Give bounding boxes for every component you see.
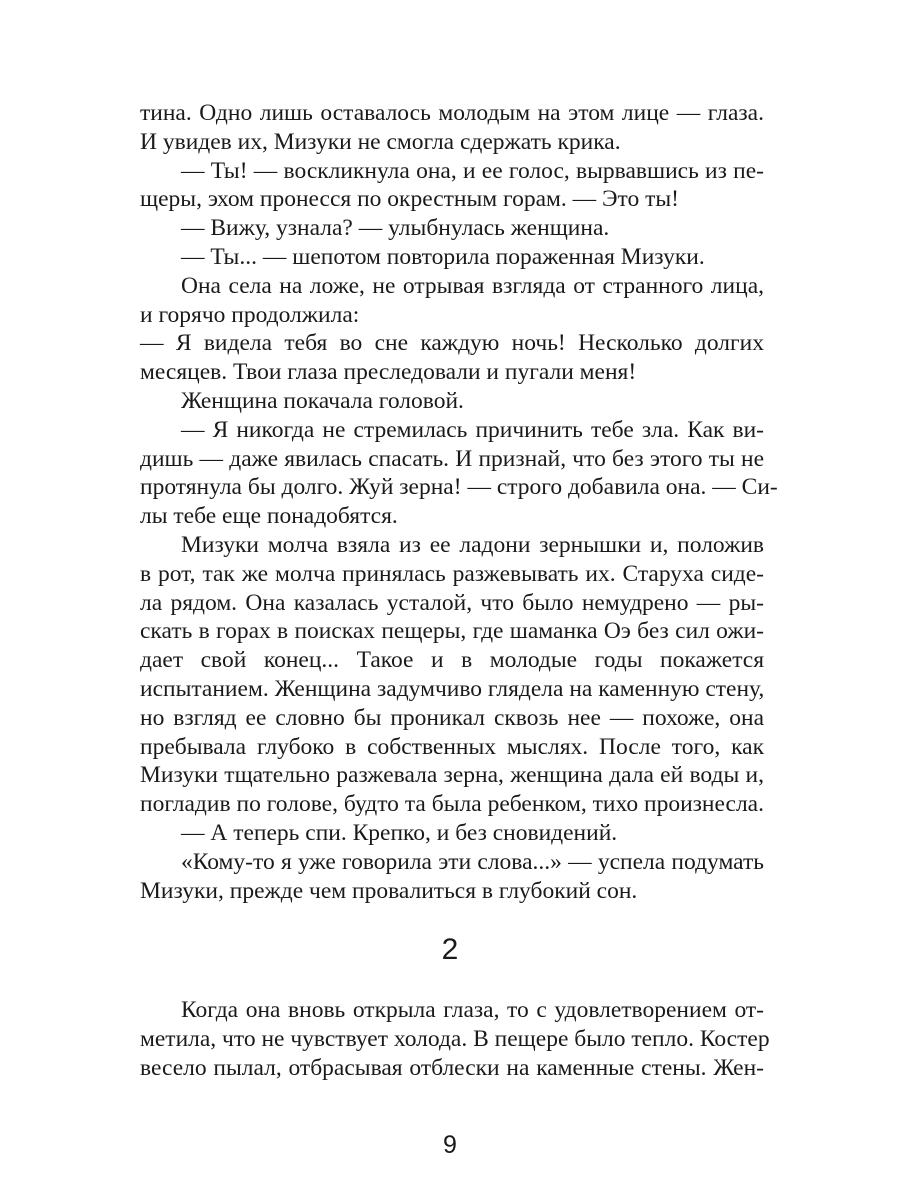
text-line: — Ты... — шепотом повторила пораженная Мизуки.: [181, 243, 705, 270]
text-line: дает свой конец... Такое и в молодые годы покажется: [140, 647, 764, 674]
text-line: — Я видела тебя во сне каждую ночь! Несколько долгих: [140, 330, 764, 357]
text-line: Когда она вновь открыла глаза, то с удовлетворением от-: [181, 997, 764, 1023]
text-line: Мизуки молча взяла из ее ладони зернышки и, положив: [181, 531, 764, 558]
text-line: — Ты! — воскликнула она, и ее голос, вырвавшись из пе-: [181, 157, 764, 184]
text-line: щеры, эхом пронесся по окрестным горам. — Это ты!: [140, 186, 680, 213]
text-block-bottom: [140, 996, 770, 1082]
text-line: дишь — даже явилась спасать. И признай, что без этого ты не: [140, 445, 764, 472]
page-number: 9: [443, 1131, 457, 1159]
text-line: погладив по голове, будто та была ребенком, тихо произнесла.: [140, 791, 764, 818]
text-line: лы тебе еще понадобятся.: [140, 503, 398, 530]
text-line: месяцев. Твои глаза преследовали и пугали меня!: [140, 359, 637, 386]
text-line: — А теперь спи. Крепко, и без сновидений.: [181, 819, 618, 846]
text-line: весело пылал, отбрасывая отблески на каменные стены. Жен-: [140, 1054, 764, 1081]
text-line: в рот, так же молча принялась разжевывать их. Старуха сиде-: [140, 560, 764, 587]
text-line: пребывала глубоко в собственных мыслях. После того, как: [140, 733, 764, 760]
text-line: ла рядом. Она казалась усталой, что было немудрено — ры-: [140, 589, 764, 616]
text-line: но взгляд ее словно бы проникал сквозь нее — похоже, она: [140, 704, 764, 731]
text-line: — Вижу, узнала? — улыбнулась женщина.: [181, 215, 610, 242]
text-line: скать в горах в поисках пещеры, где шаманка Оэ без сил ожи-: [140, 618, 764, 645]
text-line: Она села на ложе, не отрывая взгляда от странного лица,: [181, 272, 764, 299]
text-block-top: [140, 99, 778, 905]
text-line: — Я никогда не стремилась причинить тебе зла. Как ви-: [181, 416, 764, 443]
text-line: «Кому-то я уже говорила эти слова...» — успела подумать: [181, 848, 764, 875]
text-line: испытанием. Женщина задумчиво глядела на каменную стену,: [140, 675, 765, 702]
text-line: И увидев их, Мизуки не смогла сдержать крика.: [140, 128, 621, 155]
chapter-number: 2: [441, 933, 459, 966]
text-line: тина. Одно лишь оставалось молодым на этом лице — глаза.: [140, 100, 764, 126]
text-line: метила, что не чувствует холода. В пещере было тепло. Костер: [140, 1025, 770, 1052]
text-line: Мизуки, прежде чем провалиться в глубокий сон.: [140, 877, 638, 904]
text-line: протянула бы долго. Жуй зерна! — строго добавила она. — Си-: [140, 474, 778, 501]
text-line: Женщина покачала головой.: [181, 387, 464, 414]
text-line: и горячо продолжила:: [140, 301, 360, 328]
text-line: Мизуки тщательно разжевала зерна, женщина дала ей воды и,: [140, 762, 764, 789]
